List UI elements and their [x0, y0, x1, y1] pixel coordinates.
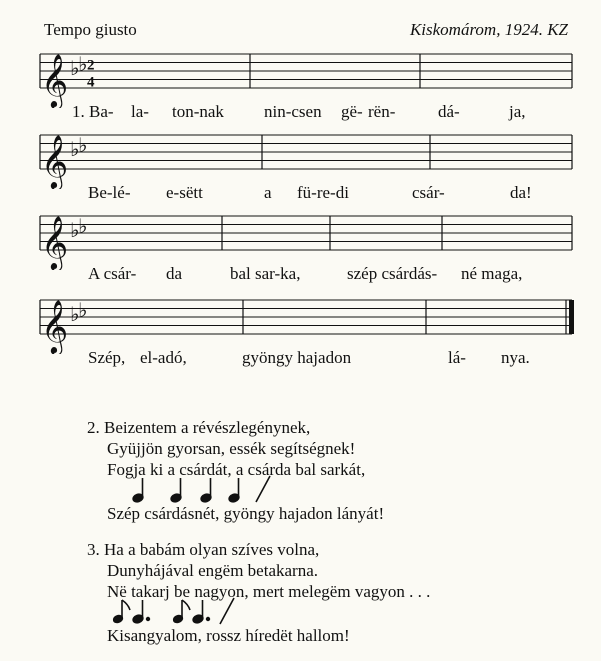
stanza-2	[87, 417, 384, 524]
flat-sign: ♭	[70, 302, 80, 326]
flat-sign: ♭	[70, 56, 80, 80]
flat-sign: ♭	[70, 218, 80, 242]
staff-1	[0, 48, 601, 108]
lyric-syllable: A csár-	[88, 264, 137, 283]
stanza-line: Fogja ki a csárdát, a csárda bal sarkát,	[107, 460, 366, 479]
lyric-syllable: da!	[510, 183, 532, 202]
lyric-syllable: Szép,	[88, 348, 126, 367]
final-barline	[569, 300, 574, 334]
tempo-marking: Tempo giusto	[44, 20, 137, 39]
lyric-syllable: dá-	[438, 102, 460, 121]
flat-sign: ♭	[78, 132, 88, 157]
time-signature-bottom: 4	[87, 74, 95, 91]
staff-2	[0, 129, 601, 189]
lyric-syllable: csár-	[412, 183, 445, 202]
flat-sign: ♭	[70, 137, 80, 161]
treble-clef-icon: 𝄞	[41, 299, 69, 353]
lyric-syllable: szép csárdás-	[347, 264, 438, 283]
music-system-1	[0, 48, 601, 128]
time-signature-top: 2	[87, 57, 95, 74]
lyric-syllable: fü-re-di	[297, 183, 349, 202]
lyric-syllable: 1. Ba-	[72, 102, 114, 121]
lyric-syllable: e-sëtt	[166, 183, 203, 202]
stanza-line: Kisangyalom, rossz híredët hallom!	[107, 626, 350, 645]
staff-4	[0, 294, 601, 354]
lyric-syllable: lá-	[448, 348, 466, 367]
stanza-line: 3. Ha a babám olyan szíves volna,	[87, 540, 320, 559]
lyric-syllable: da	[166, 264, 183, 283]
rhythm-hint-stanza-2	[130, 474, 280, 504]
stanza-line: Në takarj be nagyon, mert melegëm vagyon . . .	[107, 582, 431, 601]
rhythm-hint-stanza-3	[110, 596, 260, 626]
music-system-3	[0, 210, 601, 290]
treble-clef-icon: 𝄞	[41, 215, 69, 269]
stanza-number: 3.	[87, 540, 100, 559]
stanza-line: Gyüjjön gyorsan, essék segítségnek!	[107, 439, 356, 458]
stanza-line: 2. Beizentem a révészlegénynek,	[87, 418, 311, 437]
flat-sign: ♭	[78, 297, 88, 322]
lyric-syllable: Be-lé-	[88, 183, 131, 202]
lyric-syllable: né maga,	[461, 264, 523, 283]
stanza-line: Szép csárdásnét, gyöngy hajadon lányát!	[107, 504, 385, 523]
lyric-syllable: gyöngy hajadon	[242, 348, 352, 367]
music-system-2	[0, 129, 601, 209]
flat-sign: ♭	[78, 213, 88, 238]
treble-clef-icon: 𝄞	[41, 134, 69, 188]
source-citation: Kiskomárom, 1924. KZ	[409, 20, 568, 39]
lyric-syllable: ton-nak	[172, 102, 224, 121]
treble-clef-icon: 𝄞	[41, 53, 69, 107]
lyric-syllable: bal sar-ka,	[230, 264, 301, 283]
lyric-syllable: el-adó,	[140, 348, 187, 367]
stanza-3	[87, 539, 430, 646]
lyric-syllable: ja,	[509, 102, 526, 121]
lyric-syllable: gë-	[341, 102, 363, 121]
header	[0, 20, 601, 44]
lyric-syllable: la-	[131, 102, 149, 121]
lyric-syllable: nin-csen	[264, 102, 322, 121]
stanza-number: 2.	[87, 418, 100, 437]
staff-3	[0, 210, 601, 270]
lyric-syllable: a	[264, 183, 272, 202]
stanza-line: Dunyhájával engëm betakarna.	[107, 561, 318, 580]
flat-sign: ♭	[78, 51, 88, 76]
lyric-syllable: nya.	[501, 348, 530, 367]
music-system-4	[0, 294, 601, 374]
lyric-syllable: rën-	[368, 102, 396, 121]
